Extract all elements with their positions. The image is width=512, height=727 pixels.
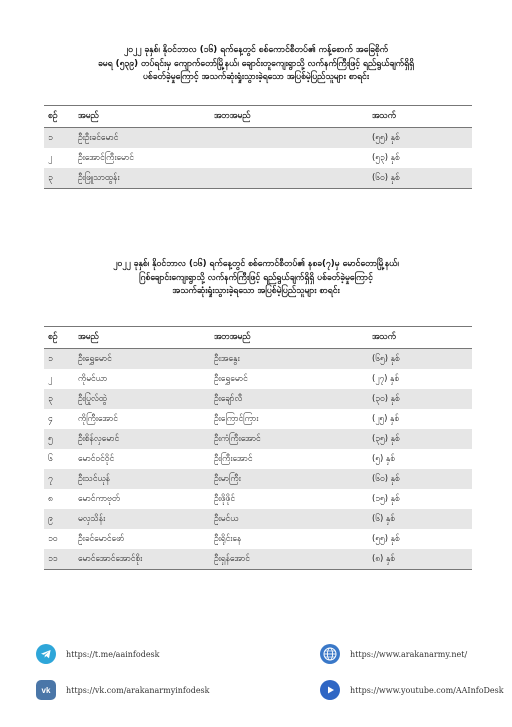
cell-no: ၂ (48, 372, 53, 383)
cell-no: ၁၀ (48, 532, 58, 543)
table-row (44, 429, 472, 449)
cell-father: ဦးကြီးအောင် (214, 452, 253, 463)
globe-icon (320, 644, 340, 664)
cell-father (210, 168, 368, 189)
website-url: https://www.arakanarmy.net/ (350, 649, 468, 659)
cell-age: (၆) နှစ် (368, 509, 472, 529)
table-row (44, 489, 472, 509)
cell-father: ဦးအနွေး (210, 349, 368, 370)
table-header-row (44, 327, 472, 349)
cell-age: (၅၃) နှစ် (372, 151, 400, 162)
footer-vk-link[interactable] (36, 680, 210, 700)
col-header-no: စဉ် (48, 331, 58, 341)
cell-father: ဦးမာကြီး (210, 469, 368, 489)
cell-name: ကိုကြီးအောင် (78, 412, 118, 423)
col-header-father: အဘအမည် (214, 331, 251, 341)
table-row (44, 168, 472, 189)
table-header-row (44, 106, 472, 128)
footer-youtube-link[interactable] (320, 680, 504, 700)
cell-father: ဦးမင်ယ (210, 509, 368, 529)
heading-line: အသက်ဆုံးရှုံးသွားခဲ့ရသော အပြစ်မဲ့ပြည်သူများ စာရင်း (172, 286, 340, 296)
table-row (44, 148, 472, 168)
col-header-no: စဉ် (48, 110, 58, 120)
cell-age: (၃၅) နှစ် (368, 429, 472, 449)
cell-father: ဦးဖိုဖိုင် (214, 492, 235, 503)
section1-table (44, 105, 472, 189)
cell-father (210, 148, 368, 168)
table-row (44, 128, 472, 149)
cell-age: (၅၅) နှစ် (368, 128, 472, 149)
cell-age: (၅၅) နှစ် (372, 532, 400, 543)
cell-no: ၁ (44, 349, 74, 370)
cell-no: ၅ (44, 429, 74, 449)
youtube-icon (320, 680, 340, 700)
telegram-url: https://t.me/aainfodesk (66, 649, 160, 659)
table-row (44, 469, 472, 489)
cell-name: မောင်အောင်အောင်စိုး (74, 549, 210, 570)
table-row (44, 549, 472, 570)
section1-heading (20, 44, 492, 85)
cell-name: ဦးစိန်လှမောင် (74, 429, 210, 449)
cell-name: ဦးသင်ယုန် (74, 469, 210, 489)
cell-age: (၆၀) နှစ် (368, 469, 472, 489)
table-row (44, 449, 472, 469)
table-row (44, 369, 472, 389)
cell-father: ဦးရွှေမောင် (214, 372, 248, 383)
cell-age: (၆၀) နှစ် (368, 168, 472, 189)
telegram-icon (36, 644, 56, 664)
cell-age: (၁၅) နှစ် (372, 492, 400, 503)
cell-age: (၆၅) နှစ် (368, 349, 472, 370)
table-row (44, 409, 472, 429)
cell-father: ဦးကြောင်ကြား (214, 412, 259, 423)
vk-icon: vk (36, 680, 56, 700)
cell-no: ၁၁ (44, 549, 74, 570)
cell-no: ၉ (44, 509, 74, 529)
section2-table (44, 326, 472, 570)
cell-father: ဦးကံကြီးအောင် (210, 429, 368, 449)
cell-no: ၃ (44, 389, 74, 409)
cell-father: ဦးရှန်အောင် (210, 549, 368, 570)
cell-name: ဦးပြုလ်ထွဲ (74, 389, 210, 409)
cell-name: ဦးခင်မောင်ဖော် (78, 532, 125, 543)
heading-line: ၂၀၂၂ ခုနှစ်၊ နိုဝင်ဘာလ (၁၆) ရက်နေ့တွင် စစ်ကောင်စီတပ်၏ နစခ(၇)မှ မောင်တောမြို့နယ်၊ (113, 259, 399, 269)
table-row (44, 529, 472, 549)
cell-father: ဦးချော်လီ (210, 389, 368, 409)
col-header-name: အမည် (78, 110, 99, 120)
youtube-url: https://www.youtube.com/AAInfoDesk (350, 685, 504, 695)
cell-name: ဦးရွှေမောင် (74, 349, 210, 370)
cell-age: (၂၅) နှစ် (372, 412, 400, 423)
cell-no: ၆ (48, 452, 53, 463)
cell-name: မောင်ကာဗုတ် (78, 492, 120, 503)
cell-age: (၈) နှစ် (368, 549, 472, 570)
heading-line: ဂြစ်ချောင်းကျေးရွာသို့ လက်နက်ကြီးဖြင့် ရည်ရွယ်ချက်ရှိရှိ ပစ်ခတ်ခဲ့မှုကြောင့် (139, 272, 373, 283)
table-row (44, 389, 472, 409)
col-header-name: အမည် (78, 331, 99, 341)
cell-father (210, 128, 368, 149)
col-header-age: အသက် (372, 331, 396, 341)
cell-name: ဦးအောင်ကြီးမောင် (78, 151, 134, 162)
cell-no: ၂ (48, 151, 53, 162)
cell-name: မလှသိန်း (74, 509, 210, 529)
cell-no: ၁ (44, 128, 74, 149)
heading-line: ပစ်ခတ်ခဲ့မှုကြောင့် အသက်ဆုံးရှုံးသွားခဲ့ရသော အပြစ်မဲ့ပြည်သူများ စာရင်း (143, 72, 369, 82)
vk-url: https://vk.com/arakanarmyinfodesk (66, 685, 210, 695)
col-header-father: အဘအမည် (214, 110, 251, 120)
col-header-age: အသက် (372, 110, 396, 120)
cell-no: ၄ (48, 412, 53, 423)
cell-name: ဦးဖြူသာထွန်း (74, 168, 210, 189)
heading-line: ခမရ (၅၃၉) တပ်ရင်းမှ ကျောက်တော်မြို့နယ်၊ ချောင်းတူကျေးရွာသို့ လက်နက်ကြီးဖြင့် ရည်ရွယ်ချက်ရှိရှိ (97, 58, 415, 69)
footer-telegram-link[interactable] (36, 644, 160, 664)
cell-age: (၅) နှစ် (372, 452, 395, 463)
cell-name: မောင်ဝင်ဝိုင် (78, 452, 115, 463)
cell-name: ကိုမင်ယာ (78, 372, 108, 383)
cell-age: (၂၇) နှစ် (372, 372, 400, 383)
heading-line: ၂၀၂၂ ခုနှစ်၊ နိုဝင်ဘာလ (၁၆) ရက်နေ့တွင် စစ်ကောင်စီတပ်၏ ကန့်စောက် အခြေစိုက် (123, 45, 389, 55)
table-row (44, 509, 472, 529)
section2-heading (20, 258, 492, 299)
footer-website-link[interactable] (320, 644, 467, 664)
cell-name: ဦးဦးခင်မောင် (74, 128, 210, 149)
cell-no: ၈ (48, 492, 53, 503)
cell-no: ၃ (44, 168, 74, 189)
table-row (44, 349, 472, 370)
cell-age: (၃၀) နှစ် (368, 389, 472, 409)
cell-father: ဦးရိုင်းနေ (214, 532, 242, 543)
cell-no: ၇ (44, 469, 74, 489)
